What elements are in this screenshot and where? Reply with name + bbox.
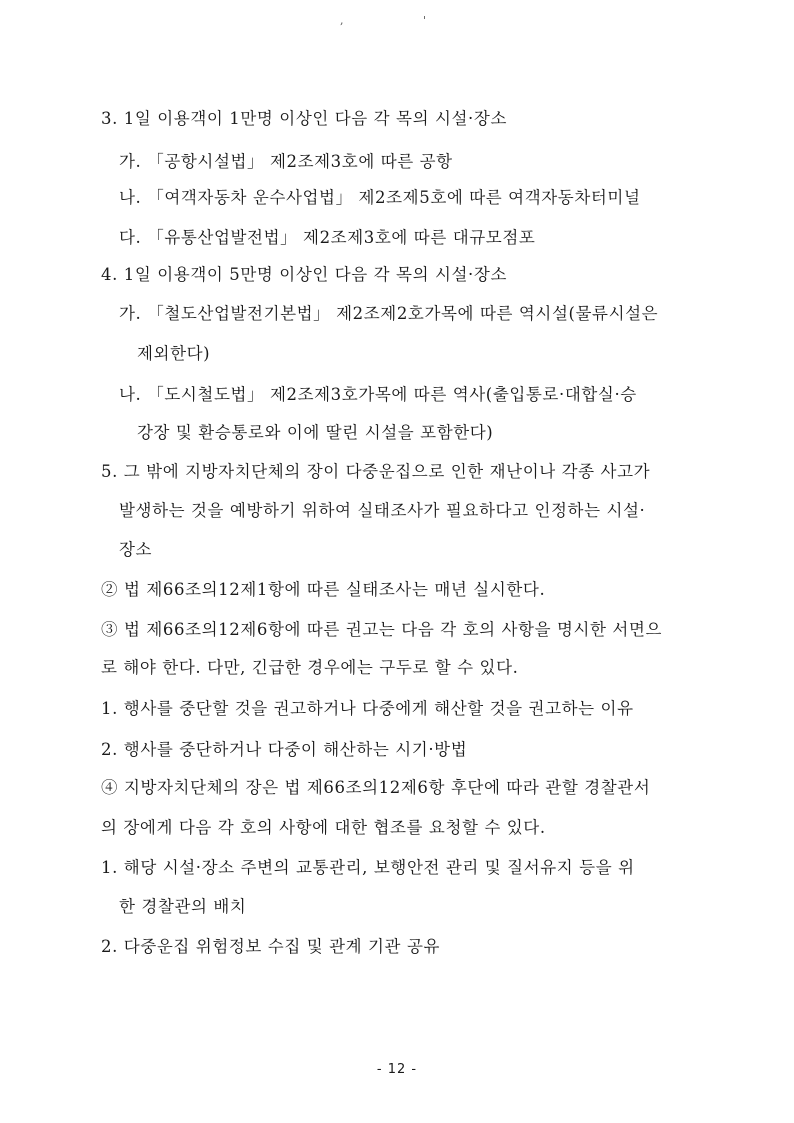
text-line-para-2: ② 법 제66조의12제1항에 따른 실태조사는 매년 실시한다. xyxy=(101,580,546,599)
text-line-item-3-da: 다. 「유통산업발전법」 제2조제3호에 따른 대규모점포 xyxy=(119,228,536,247)
text-line-para-3-item-1: 1. 행사를 중단할 것을 권고하거나 다중에게 해산할 것을 권고하는 이유 xyxy=(101,699,634,718)
text-line-para-3-cont: 로 해야 한다. 다만, 긴급한 경우에는 구두로 할 수 있다. xyxy=(101,658,519,677)
text-line-item-5-cont: 발생하는 것을 예방하기 위하여 실태조사가 필요하다고 인정하는 시설· xyxy=(119,501,646,520)
text-line-item-4-na: 나. 「도시철도법」 제2조제3호가목에 따른 역사(출입통로·대합실·승 xyxy=(119,385,637,404)
scan-marks: , ' xyxy=(340,14,465,27)
text-line-para-4-item-1-cont: 한 경찰관의 배치 xyxy=(119,897,247,916)
text-line-para-4-item-1: 1. 해당 시설·장소 주변의 교통관리, 보행안전 관리 및 질서유지 등을 위 xyxy=(101,858,635,877)
text-line-item-3-ga: 가. 「공항시설법」 제2조제3호에 따른 공항 xyxy=(119,152,453,171)
text-line-item-3-na: 나. 「여객자동차 운수사업법」 제2조제5호에 따른 여객자동차터미널 xyxy=(119,188,641,207)
text-line-item-4: 4. 1일 이용객이 5만명 이상인 다음 각 목의 시설·장소 xyxy=(101,265,507,284)
text-line-para-4-cont: 의 장에게 다음 각 호의 사항에 대한 협조를 요청할 수 있다. xyxy=(101,818,546,837)
text-line-item-4-ga: 가. 「철도산업발전기본법」 제2조제2호가목에 따른 역시설(물류시설은 xyxy=(119,304,659,323)
text-line-para-4-item-2: 2. 다중운집 위험정보 수집 및 관계 기관 공유 xyxy=(101,937,441,956)
page-number: - 12 - xyxy=(376,1062,418,1077)
text-line-item-4-ga-cont: 제외한다) xyxy=(137,344,211,363)
text-line-para-3-item-2: 2. 행사를 중단하거나 다중이 해산하는 시기·방법 xyxy=(101,740,468,759)
text-line-item-5: 5. 그 밖에 지방자치단체의 장이 다중운집으로 인한 재난이나 각종 사고가 xyxy=(101,462,651,481)
text-line-para-3: ③ 법 제66조의12제6항에 따른 권고는 다음 각 호의 사항을 명시한 서면으 xyxy=(101,620,663,639)
text-line-item-3: 3. 1일 이용객이 1만명 이상인 다음 각 목의 시설·장소 xyxy=(101,109,507,128)
text-line-item-4-na-cont: 강장 및 환승통로와 이에 딸린 시설을 포함한다) xyxy=(137,423,494,442)
text-line-item-5-cont2: 장소 xyxy=(119,540,153,559)
text-line-para-4: ④ 지방자치단체의 장은 법 제66조의12제6항 후단에 따라 관할 경찰관서 xyxy=(101,778,651,797)
